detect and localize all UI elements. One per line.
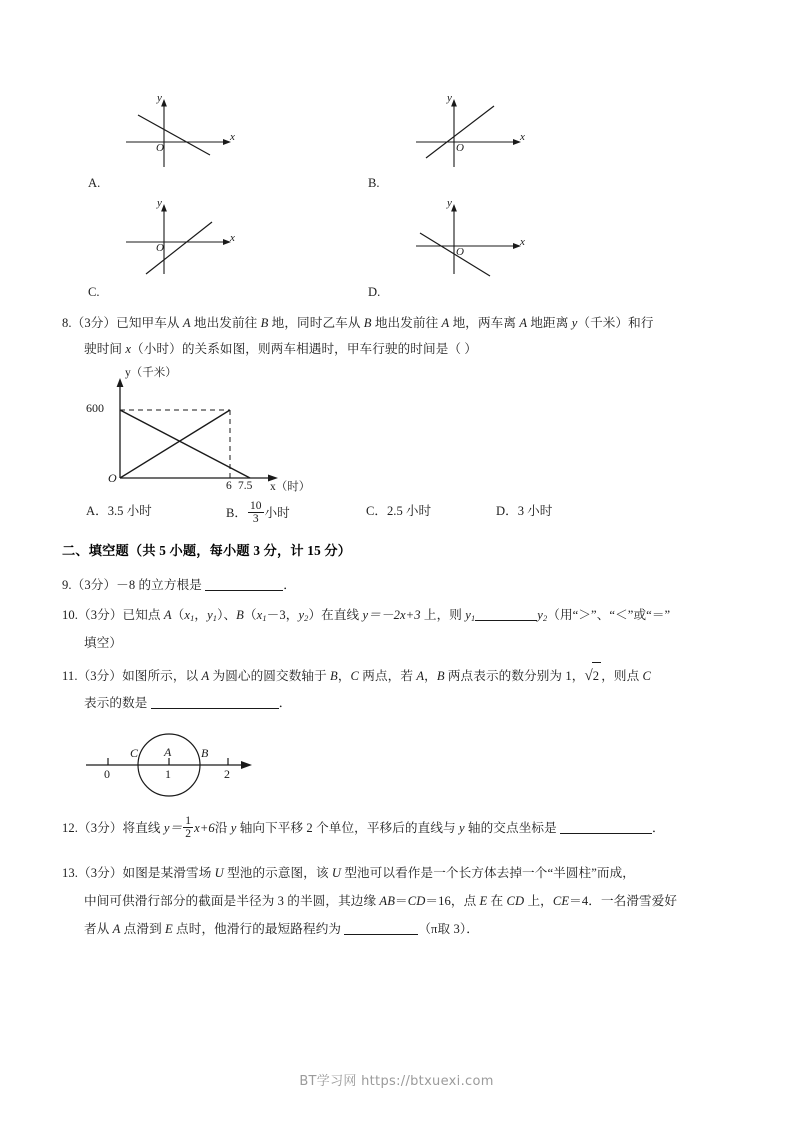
q13-l1-c: 型池可以看作是一个长方体去掉一个“半圆柱”而成， (341, 866, 635, 880)
y-axis-label: y (157, 92, 162, 104)
q10-t4: ）、 (217, 608, 237, 622)
option-b-graph (408, 92, 538, 175)
question-10-line-1 (62, 602, 670, 632)
q11-t3: ， (337, 669, 351, 683)
q12-eq-y: y＝ (163, 821, 183, 835)
q8-var-b2: B (363, 316, 372, 330)
q8-var-y: y (571, 316, 578, 330)
question-10-line-2: 填空） (84, 636, 123, 650)
origin-label: O (156, 142, 164, 154)
q8-choice-b-denominator: 3 (248, 512, 264, 525)
q8-chart-y-tick-600: 600 (86, 401, 104, 415)
q12-t5: ． (652, 821, 665, 835)
x-axis-label: x (230, 131, 235, 143)
q11-tick-label-1: 1 (165, 767, 171, 781)
q11-marks: （3分） (77, 669, 123, 683)
q8-var-a2: A (441, 316, 450, 330)
option-label-c: C. (88, 285, 100, 299)
q12-denominator: 2 (185, 828, 192, 841)
q10-t5: （ (243, 608, 257, 622)
q8-choice-b[interactable] (226, 500, 290, 525)
option-d-graph (408, 197, 538, 280)
q10-t9: （用“＞”、“＜”或“＝” (547, 608, 671, 622)
q11-label-b: B (201, 746, 209, 760)
q10-point-b: B (236, 608, 244, 622)
q11-point-a2: A (416, 669, 425, 683)
q13-l3-b: 点滑到 (120, 922, 166, 936)
q8-l2-b: （小时）的关系如图，则两车相遇时，甲车行驶的时间是（ ） (131, 342, 478, 356)
q13-point-e2: E (165, 922, 173, 936)
y-axis-label: y (157, 197, 162, 209)
q12-t2: 沿 (214, 821, 231, 835)
q13-l2-a: 中间可供滑行部分的截面是半径为 3 的半圆，其边缘 (84, 894, 380, 908)
question-12 (62, 815, 665, 841)
q10-sub4: 2 (304, 614, 309, 624)
footer-watermark: BT学习网 https://btxuexi.com (299, 1074, 494, 1089)
x-axis-label: x (230, 232, 235, 244)
q8-choice-c[interactable]: C．2.5 小时 (366, 504, 432, 518)
q11-point-a: A (201, 669, 210, 683)
q13-seg-cd2: CD (506, 894, 525, 908)
q8-choice-a[interactable]: A．3.5 小时 (86, 504, 152, 518)
q11-sqrt-radicand: 2 (592, 662, 601, 689)
q8-choice-b-suffix: 小时 (264, 505, 290, 520)
q13-l1-a: 如图是某滑雪场 (122, 866, 215, 880)
q9-text: －8 的立方根是 (116, 578, 202, 592)
q13-u-1: U (214, 866, 224, 880)
option-label-a: A. (88, 176, 101, 190)
q10-y1: y (207, 608, 213, 622)
q10-y2c: y (537, 608, 543, 622)
q10-sub3: 1 (262, 614, 267, 624)
q10-sub2: 1 (212, 614, 218, 624)
q11-l2-a: 表示的数是 (84, 696, 148, 710)
q13-eq1: ＝ (395, 894, 408, 908)
x-axis-label: x (520, 236, 525, 248)
q13-number: 13. (62, 866, 79, 880)
q10-point-a: A (163, 608, 172, 622)
q11-t7: ，则点 (601, 669, 643, 683)
q8-marks: （3分） (71, 316, 117, 330)
q8-text-g: （千米）和行 (577, 316, 654, 330)
q9-answer-blank[interactable] (205, 590, 283, 591)
q10-t3: ， (194, 608, 208, 622)
q11-answer-blank[interactable] (151, 708, 279, 709)
q10-t8: 上，则 (420, 608, 466, 622)
q10-x1b: x (256, 608, 263, 622)
question-8-chart (78, 367, 311, 493)
q13-u-2: U (331, 866, 342, 880)
q11-t1: 如图所示，以 (122, 669, 202, 683)
q8-choice-b-prefix: B． (226, 505, 247, 520)
q11-sqrt-symbol: √ (584, 668, 593, 684)
q13-seg-ce: CE (552, 894, 570, 908)
option-c-graph (118, 197, 248, 280)
q8-chart-x-tick-75: 7.5 (238, 480, 253, 492)
question-8-line-1 (62, 310, 654, 336)
question-11-line-2 (84, 690, 291, 716)
q11-number: 11. (62, 669, 78, 683)
q11-point-c2: C (642, 669, 652, 683)
q13-l2-b: ＝16，点 (425, 894, 480, 908)
q10-x1: x (184, 608, 191, 622)
q13-l2-c: 在 (487, 894, 507, 908)
q8-text-d: 地出发前往 (371, 316, 442, 330)
q8-text-b: 地出发前往 (190, 316, 261, 330)
q8-chart-x-label: x（时） (270, 481, 311, 493)
q10-t6: －3， (266, 608, 299, 622)
question-11-figure (80, 725, 330, 803)
q10-t2: （ (171, 608, 185, 622)
q8-var-a3: A (519, 316, 528, 330)
q8-chart-origin: O (108, 471, 117, 485)
q11-t2: 为圆心的圆交数轴于 (209, 669, 331, 683)
q10-sub6: 2 (542, 614, 548, 624)
q13-l3-a: 者从 (84, 922, 113, 936)
q10-t7: ）在直线 (308, 608, 363, 622)
q8-text-a: 已知甲车从 (116, 316, 183, 330)
q12-answer-blank[interactable] (560, 833, 652, 834)
q8-choice-d[interactable]: D．3 小时 (496, 504, 553, 518)
q12-eq-rest: x+6 (194, 821, 215, 835)
origin-label: O (156, 242, 164, 254)
q13-seg-ab: AB (379, 894, 395, 908)
question-13-line-2 (84, 888, 677, 914)
q11-label-c: C (130, 746, 139, 760)
q11-t5: ， (424, 669, 437, 683)
question-11-line-1 (62, 662, 651, 689)
q13-point-e: E (479, 894, 488, 908)
q8-chart-x-tick-6: 6 (226, 480, 232, 492)
q11-tick-label-2: 2 (224, 767, 230, 781)
q11-l2-b: ． (278, 696, 292, 710)
q13-marks: （3分） (78, 866, 123, 880)
q12-vy: y (230, 821, 237, 835)
q12-fraction (183, 815, 193, 840)
q11-t6: 两点表示的数分别为 1， (444, 669, 585, 683)
q9-number: 9. (62, 578, 72, 592)
q12-marks: （3分） (78, 821, 123, 835)
q10-marks: （3分） (78, 608, 123, 622)
q10-number: 10. (62, 608, 79, 622)
q8-l2-a: 驶时间 (84, 342, 126, 356)
q9-period: ． (283, 578, 296, 592)
q13-answer-blank[interactable] (344, 934, 418, 935)
q12-numerator: 1 (185, 815, 192, 828)
origin-label: O (456, 246, 464, 258)
y-axis-label: y (447, 197, 452, 209)
question-13-line-3 (84, 916, 479, 942)
origin-label: O (456, 142, 464, 154)
q13-l2-d: 上， (524, 894, 553, 908)
option-label-b: B. (368, 176, 380, 190)
q13-seg-cd: CD (407, 894, 426, 908)
q8-text-f: 地距离 (527, 316, 572, 330)
q10-y1c: y (465, 608, 471, 622)
q8-choice-b-fraction (248, 500, 264, 525)
section-2-heading: 二、填空题（共 5 小题，每小题 3 分，计 15 分） (62, 543, 352, 558)
q10-sub5: 1 (470, 614, 476, 624)
question-13-line-1 (62, 860, 635, 886)
q12-t3: 轴向下平移 2 个单位，平移后的直线与 (236, 821, 459, 835)
question-9 (62, 572, 296, 598)
q10-sub1: 1 (190, 614, 195, 624)
q13-point-a: A (112, 922, 121, 936)
q12-t4: 轴的交点坐标是 (464, 821, 557, 835)
q8-chart-y-label: y（千米） (125, 367, 177, 379)
q8-number: 8. (62, 316, 72, 330)
q13-l3-c: 点时，他滑行的最短路程约为 (172, 922, 342, 936)
q8-text-c: 地，同时乙车从 (268, 316, 364, 330)
question-8-line-2 (84, 336, 477, 362)
q13-l3-d: （π取 3）． (418, 922, 479, 936)
q9-marks: （3分） (71, 578, 117, 592)
q8-var-b1: B (260, 316, 269, 330)
q11-point-b2: B (436, 669, 445, 683)
q10-y2: y (298, 608, 305, 622)
q12-t1: 将直线 (122, 821, 164, 835)
q11-tick-label-0: 0 (104, 767, 110, 781)
q11-t4: 两点，若 (359, 669, 417, 683)
q13-l1-b: 型池的示意图，该 (223, 866, 332, 880)
q8-choice-b-numerator: 10 (250, 500, 262, 512)
q13-l2-e: ＝4．一名滑雪爱好 (569, 894, 678, 908)
q12-vy2: y (458, 821, 465, 835)
q10-answer-blank[interactable] (475, 620, 537, 621)
q10-equation: y＝－2x+3 (362, 608, 421, 622)
q10-t1: 已知点 (122, 608, 164, 622)
option-label-d: D. (368, 285, 381, 299)
q11-point-c: C (350, 669, 360, 683)
x-axis-label: x (520, 131, 525, 143)
q11-point-b: B (330, 669, 338, 683)
y-axis-label: y (447, 92, 452, 104)
q8-var-a1: A (182, 316, 191, 330)
option-a-graph (118, 92, 248, 175)
q8-var-x: x (125, 342, 132, 356)
q11-label-a: A (164, 745, 172, 759)
q12-number: 12. (62, 821, 79, 835)
q8-text-e: 地，两车离 (449, 316, 520, 330)
